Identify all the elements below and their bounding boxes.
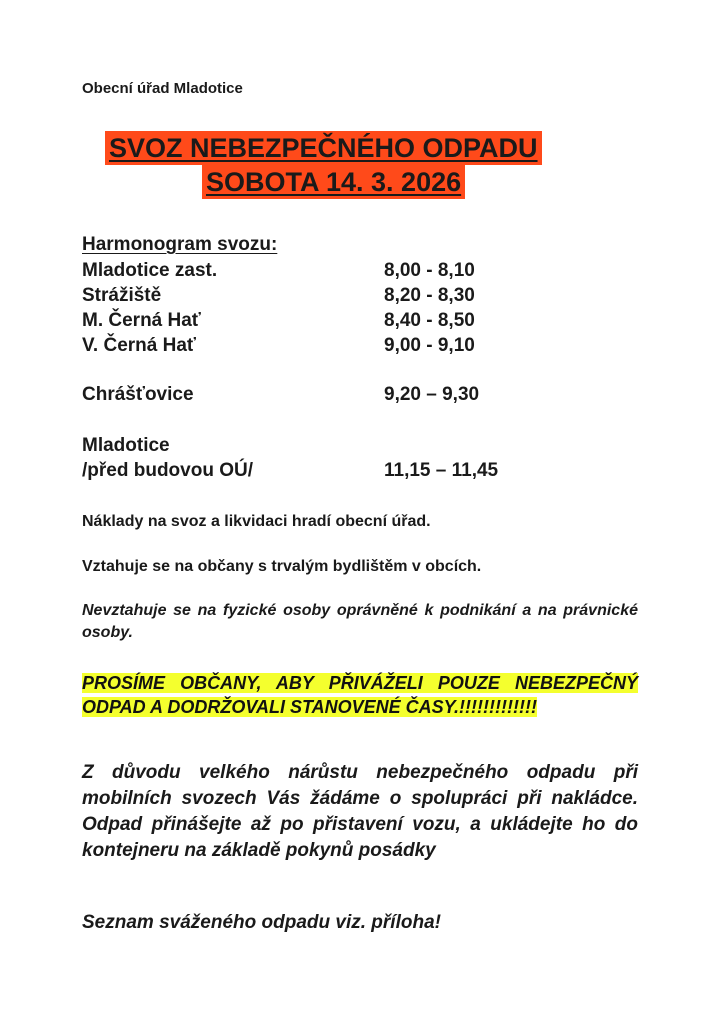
schedule-row <box>82 433 602 458</box>
schedule-time: 9,20 – 9,30 <box>384 384 480 405</box>
collection-schedule <box>82 232 602 483</box>
schedule-place: V. Černá Hať <box>82 335 197 356</box>
schedule-row <box>82 382 602 407</box>
schedule-time <box>384 433 602 458</box>
schedule-place: Strážiště <box>82 285 162 306</box>
notice-title: SVOZ NEBEZPEČNÉHO ODPADU <box>105 131 542 165</box>
schedule-time: 9,00 - 9,10 <box>384 335 475 356</box>
schedule-time: 8,00 - 8,10 <box>384 260 475 281</box>
organization-name: Obecní úřad Mladotice <box>82 80 243 97</box>
schedule-time: 8,20 - 8,30 <box>384 285 475 306</box>
attachment-note: Seznam sváženého odpadu viz. příloha! <box>82 912 441 933</box>
warning-notice <box>82 671 638 719</box>
schedule-place: Chrášťovice <box>82 384 194 405</box>
schedule-heading: Harmonogram svozu: <box>82 234 278 255</box>
request-paragraph: Z důvodu velkého nárůstu nebezpečného odpadu při mobilních svozech Vás žádáme o spolupráci při nakládce. Odpad přinášejte až po přistavení vozu, a ukládejte ho do kontejneru na základě pokynů posádky <box>82 762 638 861</box>
schedule-time: 11,15 – 11,45 <box>384 460 499 481</box>
not-applies-note: Nevztahuje se na fyzické osoby oprávněné k podnikání a na právnické osoby. <box>82 602 638 641</box>
schedule-place: Mladotice zast. <box>82 260 218 281</box>
schedule-place: Mladotice <box>82 435 170 456</box>
schedule-row <box>82 258 602 283</box>
schedule-time: 8,40 - 8,50 <box>384 310 475 331</box>
schedule-row <box>82 458 602 483</box>
notice-date: SOBOTA 14. 3. 2026 <box>202 165 465 199</box>
costs-note: Náklady na svoz a likvidaci hradí obecní úřad. <box>82 513 431 530</box>
schedule-place: /před budovou OÚ/ <box>82 460 253 481</box>
schedule-row <box>82 308 602 333</box>
schedule-place: M. Černá Hať <box>82 310 201 331</box>
schedule-row <box>82 283 602 308</box>
applies-note: Vztahuje se na občany s trvalým bydlištěm v obcích. <box>82 558 482 575</box>
warning-text: PROSÍME OBČANY, ABY PŘIVÁŽELI POUZE NEBEZPEČNÝ ODPAD A DODRŽOVALI STANOVENÉ ČASY.!!!!!!!!!!!!! <box>82 673 638 717</box>
schedule-row <box>82 333 602 358</box>
